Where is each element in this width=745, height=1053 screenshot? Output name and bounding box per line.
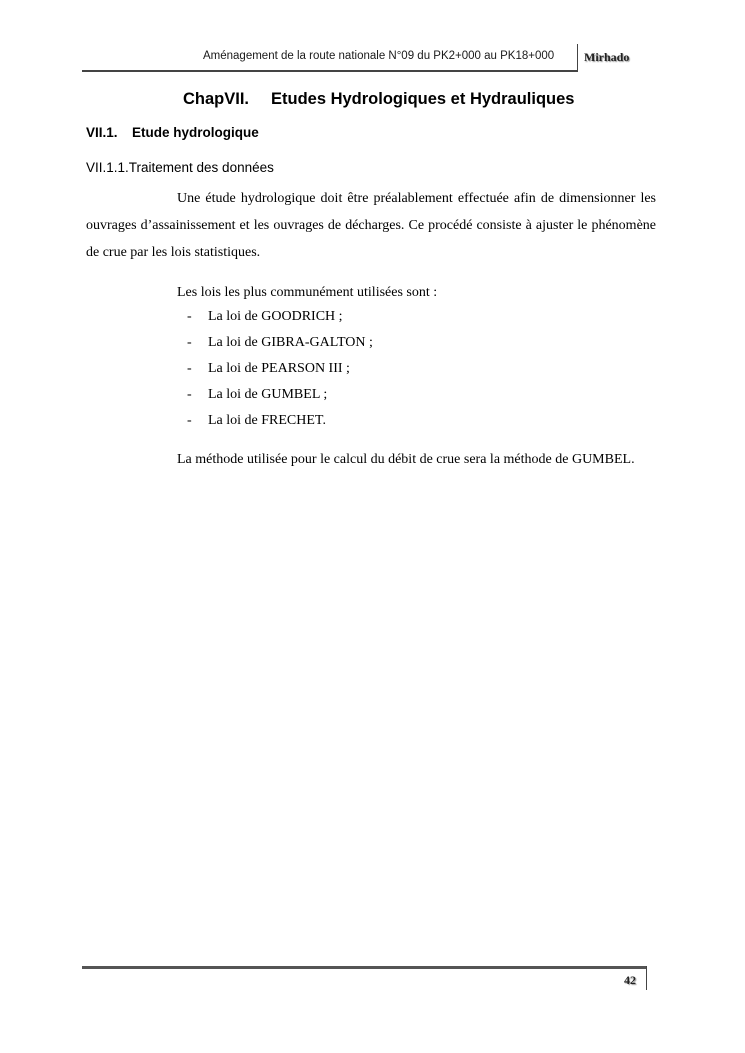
list-item-text: La loi de FRECHET. [208, 413, 326, 428]
paragraph-laws-intro: Les lois les plus communément utilisées sont : [177, 285, 438, 300]
list-item [187, 304, 373, 330]
header-rule [82, 70, 578, 72]
list-item [187, 408, 373, 434]
bullet-dash: - [187, 361, 192, 376]
running-header: Aménagement de la route nationale N°09 du PK2+000 au PK18+000 [203, 50, 555, 62]
chapter-number: ChapVII. [183, 90, 250, 108]
footer-rule [82, 966, 647, 969]
chapter-title [183, 90, 574, 109]
list-item-text: La loi de GUMBEL ; [208, 387, 328, 402]
list-item-text: La loi de GIBRA-GALTON ; [208, 335, 373, 350]
list-item [187, 330, 373, 356]
chapter-title-text: Etudes Hydrologiques et Hydrauliques [271, 90, 575, 108]
section-title [86, 125, 259, 140]
bullet-dash: - [187, 387, 192, 402]
paragraph-intro: Une étude hydrologique doit être préalablement effectuée afin de dimensionner les ouvrages d’assainissement et les ouvrages de décharges. Ce procédé consiste à ajuster le phénomène de crue par les lois statistiques. [86, 191, 656, 260]
list-item-text: La loi de GOODRICH ; [208, 309, 343, 324]
bullet-dash: - [187, 413, 192, 428]
laws-list [187, 304, 373, 434]
header-author: Mirhado [584, 50, 630, 64]
list-item [187, 382, 373, 408]
paragraph-method: La méthode utilisée pour le calcul du débit de crue sera la méthode de GUMBEL. [177, 452, 635, 467]
section-number: VII.1. [86, 125, 118, 140]
footer-separator [646, 966, 647, 990]
section-title-text: Etude hydrologique [132, 125, 259, 140]
header-separator [577, 44, 578, 72]
list-item-text: La loi de PEARSON III ; [208, 361, 350, 376]
subsection-title: VII.1.1.Traitement des données [86, 160, 274, 175]
bullet-dash: - [187, 335, 192, 350]
page-number: 42 [624, 973, 636, 987]
bullet-dash: - [187, 309, 192, 324]
list-item [187, 356, 373, 382]
